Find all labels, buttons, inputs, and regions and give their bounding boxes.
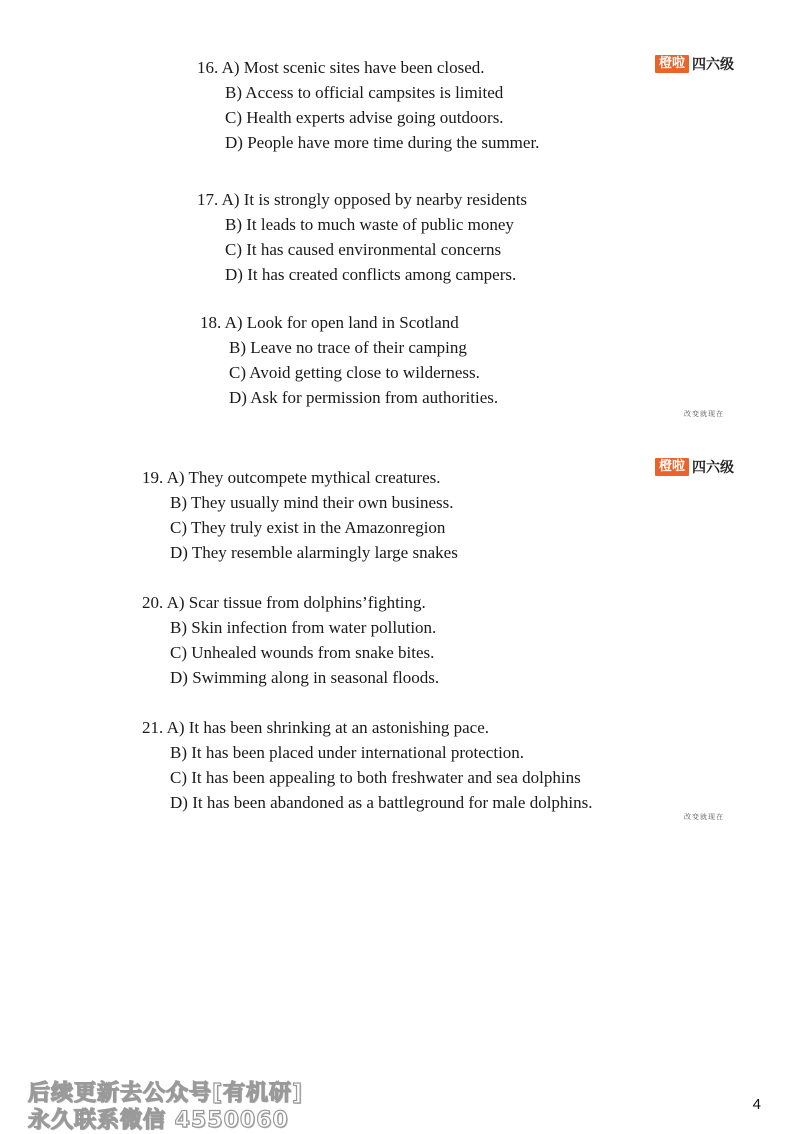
- option-d: D) Ask for permission from authorities.: [229, 388, 499, 407]
- slogan-top: 改变就现在: [684, 410, 724, 418]
- option-d: D) It has been abandoned as a battleground for male dolphins.: [170, 793, 593, 812]
- option-row: [197, 187, 527, 212]
- page-number: 4: [752, 1096, 761, 1113]
- option-a: A) Most scenic sites have been closed.: [221, 58, 485, 77]
- option-d: D) It has created conflicts among campers.: [225, 265, 517, 284]
- brand-logo-bottom: [655, 457, 734, 477]
- option-a: A) Look for open land in Scotland: [224, 313, 459, 332]
- option-row: [142, 465, 458, 490]
- brand-level: 四六级: [692, 57, 735, 73]
- option-b: B) Skin infection from water pollution.: [170, 618, 437, 637]
- question-number: 16.: [197, 58, 219, 77]
- option-b: B) They usually mind their own business.: [170, 493, 454, 512]
- question-number: 17.: [197, 190, 219, 209]
- slogan-bottom: 改变就现在: [684, 813, 724, 821]
- option-d: D) They resemble alarmingly large snakes: [170, 543, 458, 562]
- question-18: [200, 310, 498, 410]
- option-row: [142, 590, 439, 615]
- brand-logo-top: [655, 54, 734, 74]
- option-row: [197, 55, 539, 80]
- watermark-line2: 永久联系微信 4550060: [28, 1108, 289, 1133]
- question-19: [142, 465, 458, 565]
- brand-level: 四六级: [692, 460, 735, 476]
- watermark-line1: 后续更新去公众号[有机研]: [28, 1081, 304, 1106]
- option-a: A) It has been shrinking at an astonishing pace.: [166, 718, 490, 737]
- option-b: B) Access to official campsites is limited: [225, 83, 504, 102]
- question-20: [142, 590, 439, 690]
- option-d: D) People have more time during the summer.: [225, 133, 540, 152]
- option-c: C) It has been appealing to both freshwater and sea dolphins: [170, 768, 581, 787]
- question-21: [142, 715, 593, 815]
- option-d: D) Swimming along in seasonal floods.: [170, 668, 440, 687]
- option-c: C) Avoid getting close to wilderness.: [229, 363, 480, 382]
- question-number: 20.: [142, 593, 164, 612]
- option-b: B) It has been placed under international protection.: [170, 743, 525, 762]
- brand-tag: 橙啦: [655, 458, 689, 476]
- option-b: B) Leave no trace of their camping: [229, 338, 467, 357]
- option-a: A) They outcompete mythical creatures.: [166, 468, 441, 487]
- option-c: C) They truly exist in the Amazonregion: [170, 518, 446, 537]
- option-a: A) Scar tissue from dolphins’fighting.: [166, 593, 426, 612]
- option-c: C) Unhealed wounds from snake bites.: [170, 643, 435, 662]
- question-16: [197, 55, 539, 155]
- question-17: [197, 187, 527, 287]
- option-row: [200, 310, 498, 335]
- option-b: B) It leads to much waste of public money: [225, 215, 514, 234]
- option-a: A) It is strongly opposed by nearby residents: [221, 190, 528, 209]
- option-c: C) It has caused environmental concerns: [225, 240, 502, 259]
- option-row: [142, 715, 593, 740]
- question-number: 19.: [142, 468, 164, 487]
- question-number: 18.: [200, 313, 222, 332]
- option-c: C) Health experts advise going outdoors.: [225, 108, 504, 127]
- brand-tag: 橙啦: [655, 55, 689, 73]
- question-number: 21.: [142, 718, 164, 737]
